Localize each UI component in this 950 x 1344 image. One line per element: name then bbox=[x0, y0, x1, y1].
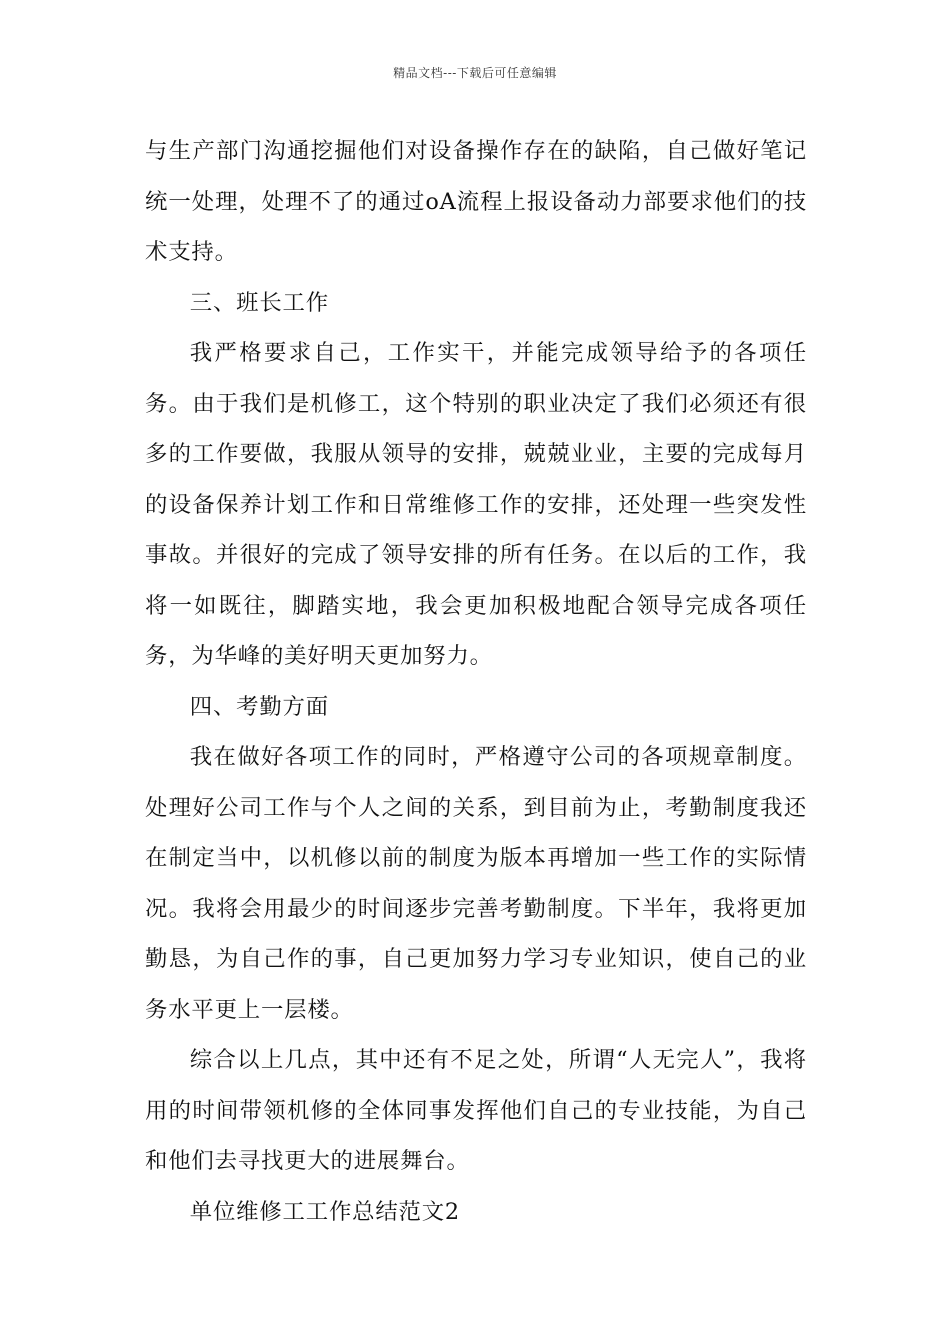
paragraph-summary: 综合以上几点，其中还有不足之处，所谓“人无完人”，我将用的时间带领机修的全体同事发挥他们自己的专业技能，为自己和他们去寻找更大的进展舞台。 bbox=[145, 1047, 807, 1174]
section-heading-monitor-work: 三、班长工作 bbox=[189, 289, 329, 316]
paragraph-monitor-work: 我严格要求自己，工作实干，并能完成领导给予的各项任务。由于我们是机修工，这个特别的职业决定了我们必须还有很多的工作要做，我服从领导的安排，兢兢业业，主要的完成每月的设备保养计划工作和日常维修工作的安排，还处理一些突发性事故。并很好的完成了领导安排的所有任务。在以后的工作，我将一如既往，脚踏实地，我会更加积极地配合领导完成各项任务，为华峰的美好明天更加努力。 bbox=[145, 340, 807, 669]
document-body bbox=[145, 126, 807, 1237]
paragraph-continued: 与生产部门沟通挖掘他们对设备操作存在的缺陷，自己做好笔记统一处理，处理不了的通过oA流程上报设备动力部要求他们的技术支持。 bbox=[145, 138, 807, 265]
section-heading-attendance: 四、考勤方面 bbox=[189, 693, 329, 720]
page-header: 精品文档---下载后可任意编辑 bbox=[393, 66, 557, 80]
paragraph-attendance: 我在做好各项工作的同时，严格遵守公司的各项规章制度。处理好公司工作与个人之间的关系，到目前为止，考勤制度我还在制定当中，以机修以前的制度为版本再增加一些工作的实际情况。我将会用最少的时间逐步完善考勤制度。下半年，我将更加勤恳，为自己作的事，自己更加努力学习专业知识，使自己的业务水平更上一层楼。 bbox=[145, 744, 807, 1023]
section-heading-sample-2: 单位维修工工作总结范文2 bbox=[189, 1198, 460, 1225]
